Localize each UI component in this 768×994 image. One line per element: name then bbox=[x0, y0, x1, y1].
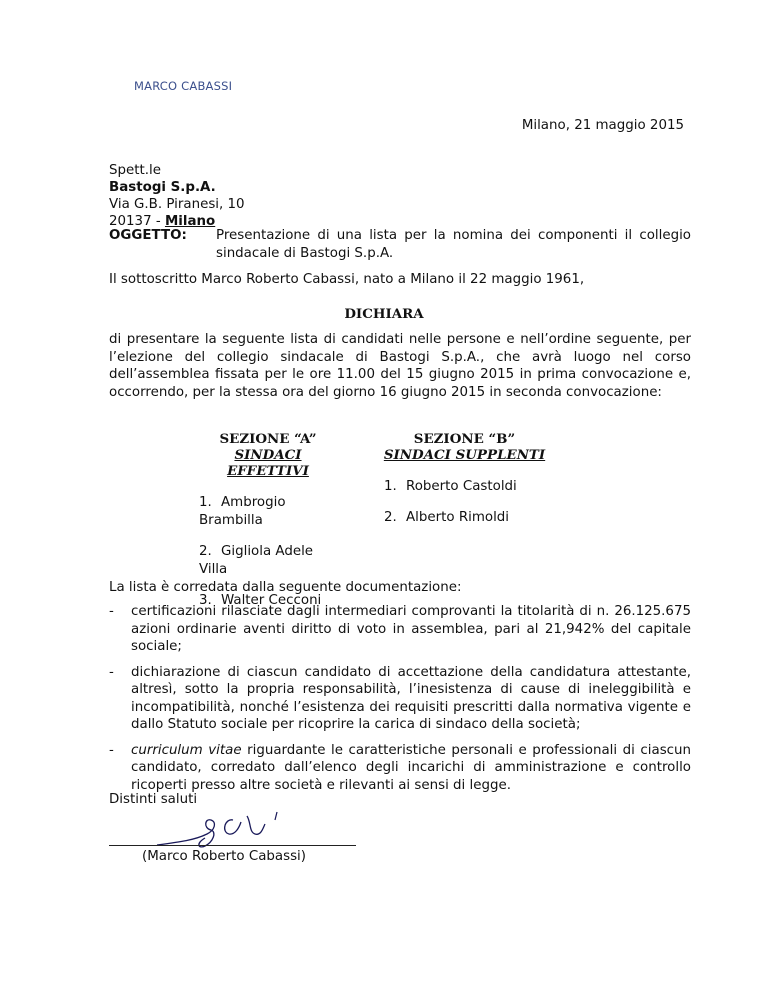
section-b bbox=[382, 431, 547, 527]
candidate-item: 2. Gigliola Adele Villa bbox=[199, 544, 314, 577]
subject-text: Presentazione di una lista per la nomina dei componenti il collegio sindacale di Bastogi S.p.A. bbox=[216, 228, 691, 261]
handwritten-signature bbox=[155, 808, 305, 853]
letter-date: Milano, 21 maggio 2015 bbox=[521, 118, 684, 133]
documentation-item: - certificazioni rilasciate dagli intermediari comprovanti la titolarità di n. 26.125.675 azioni ordinarie aventi diritto di voto in assemblea, pari al 21,942% del capitale sociale; bbox=[109, 604, 691, 654]
candidate-item: 1. Roberto Castoldi bbox=[384, 479, 517, 494]
declares-heading: DICHIARA bbox=[344, 306, 424, 322]
candidate-item: 2. Alberto Rimoldi bbox=[384, 510, 510, 525]
documentation-intro: La lista è corredata dalla seguente documentazione: bbox=[109, 580, 462, 595]
candidate-item: 1. Ambrogio Brambilla bbox=[199, 495, 286, 528]
documentation-item: - dichiarazione di ciascun candidato di accettazione della candidatura attestante, altresì, sotto la propria responsabilità, l’inesistenza di cause di ineleggibilità e incompatibilità, nonché l’esistenza dei requisiti prescritti dalla normativa vigente e dallo Statuto sociale per ricoprire la carica di sindaco della società; bbox=[109, 664, 691, 732]
recipient-company: Bastogi S.p.A. bbox=[109, 180, 216, 195]
documentation-list bbox=[109, 603, 691, 802]
signatory-name: (Marco Roberto Cabassi) bbox=[142, 849, 307, 864]
section-a-title: SEZIONE “A” bbox=[219, 431, 317, 447]
recipient-city: Milano bbox=[164, 214, 216, 229]
documentation-item: - curriculum vitae riguardante le caratteristiche personali e professionali di ciascun candidato, corredato dall’elenco degli incarichi di amministrazione e controllo ricoperti presso altre società e rilevanti ai sensi di legge. bbox=[109, 742, 692, 793]
signature-line bbox=[109, 845, 356, 846]
recipient-address bbox=[109, 162, 245, 230]
recipient-postcode: 20137 - bbox=[109, 214, 161, 229]
sender-letterhead: MARCO CABASSI bbox=[134, 79, 233, 93]
intro-text: Il sottoscritto Marco Roberto Cabassi, nato a Milano il 22 maggio 1961, bbox=[109, 272, 585, 287]
declaration-paragraph: di presentare la seguente lista di candidati nelle persone e nell’ordine seguente, per l’elezione del collegio sindacale di Bastogi S.p.A., che avrà luogo nel corso dell’assemblea fissata per le ore 11.00 del 15 giugno 2015 in prima convocazione e, occorrendo, per la stessa ora del giorno 16 giugno 2015 in seconda convocazione: bbox=[109, 332, 691, 400]
section-a-subtitle: SINDACI EFFETTIVI bbox=[227, 447, 309, 479]
recipient-street: Via G.B. Piranesi, 10 bbox=[109, 197, 245, 212]
subject-label: OGGETTO: bbox=[109, 228, 187, 243]
section-b-subtitle: SINDACI SUPPLENTI bbox=[383, 447, 546, 463]
section-b-title: SEZIONE “B” bbox=[413, 431, 516, 447]
subject-block bbox=[109, 227, 691, 263]
closing-salutation: Distinti saluti bbox=[109, 792, 198, 807]
recipient-salutation: Spett.le bbox=[109, 163, 161, 178]
candidate-item: 3. Walter Cecconi bbox=[199, 593, 322, 608]
